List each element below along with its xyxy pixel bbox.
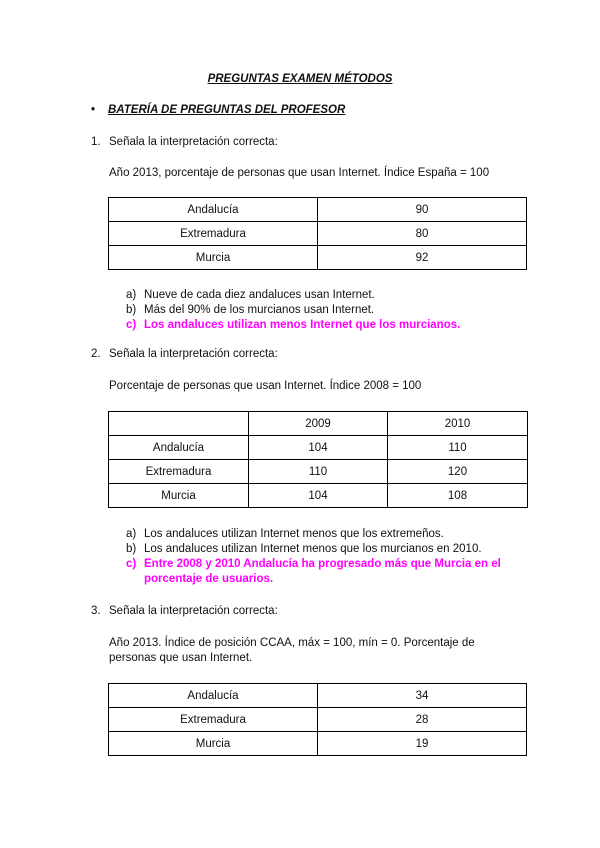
table-header-cell	[109, 412, 249, 436]
question-1-answers	[126, 288, 526, 333]
answer-option: b) Los andaluces utilizan Internet menos que los murcianos en 2010.	[126, 543, 482, 555]
table-row	[109, 198, 527, 222]
answer-option: b) Más del 90% de los murcianos usan Internet.	[126, 304, 375, 316]
table-cell: 19	[318, 732, 527, 756]
question-3-intro: Año 2013. Índice de posición CCAA, máx = 100, mín = 0. Porcentaje de personas que usan Internet.	[109, 637, 475, 664]
table-row	[109, 484, 528, 508]
table-header-cell: 2009	[249, 412, 388, 436]
question-2	[91, 348, 278, 360]
question-3	[91, 605, 278, 617]
table-row	[109, 684, 527, 708]
table-row	[109, 436, 528, 460]
question-1-intro: Año 2013, porcentaje de personas que usan Internet. Índice España = 100	[109, 167, 490, 179]
table-cell: Extremadura	[109, 708, 318, 732]
question-prompt: Señala la interpretación correcta:	[109, 136, 278, 148]
answer-option: a) Nueve de cada diez andaluces usan Internet.	[126, 289, 375, 301]
answer-option-correct: c) Los andaluces utilizan menos Internet que los murcianos.	[126, 319, 461, 331]
table-cell: 34	[318, 684, 527, 708]
table-cell: Murcia	[109, 246, 318, 270]
question-1-table	[108, 197, 527, 270]
table-cell: Extremadura	[109, 460, 249, 484]
question-number: 2.	[91, 348, 101, 360]
table-cell: 110	[249, 460, 388, 484]
table-row	[109, 222, 527, 246]
section-heading	[91, 104, 345, 116]
question-2-answers	[126, 527, 526, 587]
table-cell: Extremadura	[109, 222, 318, 246]
question-1	[91, 136, 278, 148]
table-cell: Andalucía	[109, 198, 318, 222]
table-row	[109, 460, 528, 484]
table-header-cell: 2010	[388, 412, 528, 436]
table-cell: 80	[318, 222, 527, 246]
table-cell: 104	[249, 436, 388, 460]
table-cell: 110	[388, 436, 528, 460]
question-3-table	[108, 683, 527, 756]
table-cell: 28	[318, 708, 527, 732]
question-number: 1.	[91, 136, 101, 148]
table-cell: 120	[388, 460, 528, 484]
answer-option-correct: c) Entre 2008 y 2010 Andalucía ha progresado más que Murcia en el porcentaje de usuarios.	[126, 558, 501, 585]
table-cell: Murcia	[109, 732, 318, 756]
question-2-intro: Porcentaje de personas que usan Internet. Índice 2008 = 100	[109, 380, 422, 392]
page-title: PREGUNTAS EXAMEN MÉTODOS	[207, 73, 393, 85]
table-row	[109, 708, 527, 732]
table-cell: 90	[318, 198, 527, 222]
answer-option: a) Los andaluces utilizan Internet menos que los extremeños.	[126, 528, 444, 540]
question-prompt: Señala la interpretación correcta:	[109, 605, 278, 617]
table-cell: Andalucía	[109, 436, 249, 460]
bullet: •	[91, 104, 96, 116]
table-row	[109, 246, 527, 270]
table-cell: Andalucía	[109, 684, 318, 708]
question-prompt: Señala la interpretación correcta:	[109, 348, 278, 360]
question-2-table	[108, 411, 528, 508]
question-number: 3.	[91, 605, 101, 617]
table-cell: 108	[388, 484, 528, 508]
table-cell: 92	[318, 246, 527, 270]
table-cell: Murcia	[109, 484, 249, 508]
section-label: BATERÍA DE PREGUNTAS DEL PROFESOR	[108, 104, 346, 116]
table-header-row	[109, 412, 528, 436]
table-cell: 104	[249, 484, 388, 508]
table-row	[109, 732, 527, 756]
